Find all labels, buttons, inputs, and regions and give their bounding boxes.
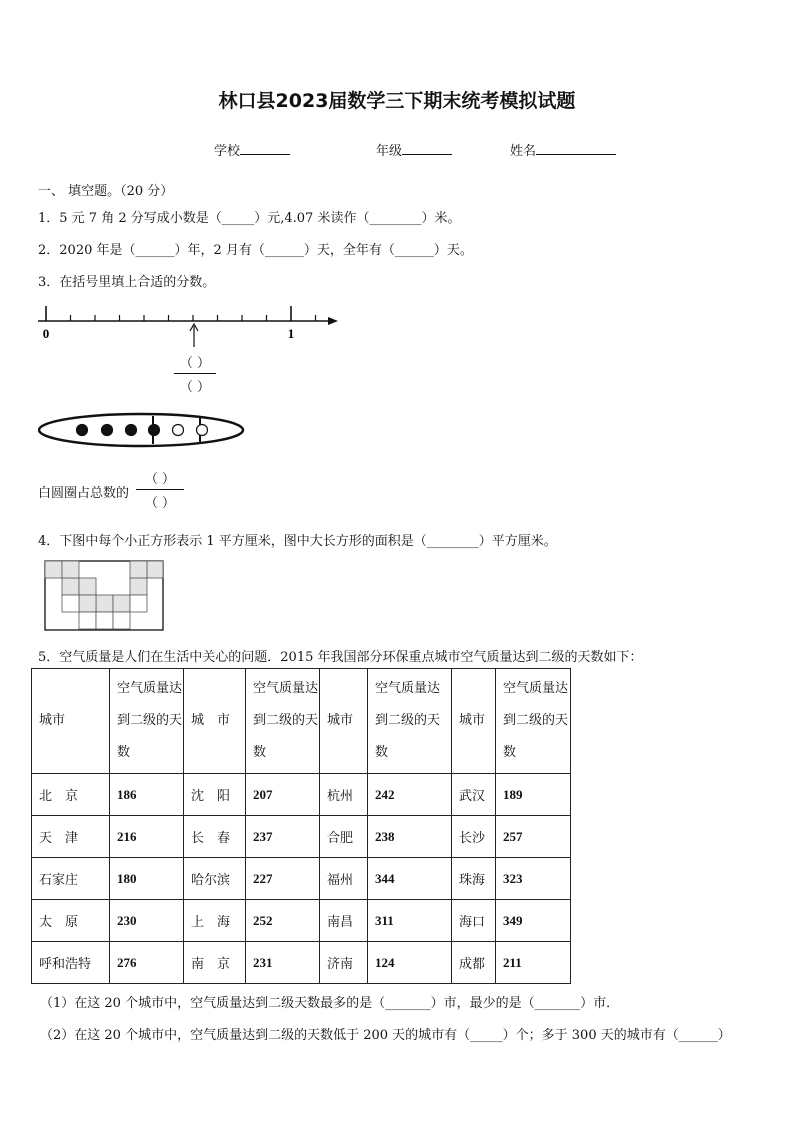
header-cell: 城 市 <box>184 669 246 774</box>
empty-circle <box>197 425 208 436</box>
days-cell: 252 <box>246 900 320 942</box>
number-line-start-label: 0 <box>42 326 50 341</box>
section-heading: 一、 填空题。（20 分） <box>38 184 174 199</box>
question-5: 5．空气质量是人们在生活中关心的问题．2015 年我国部分环保重点城市空气质量达到二级的天数如下： <box>38 650 643 665</box>
table-row <box>32 942 571 984</box>
days-cell: 323 <box>496 858 571 900</box>
table-row <box>32 858 571 900</box>
question-1: 1．5 元 7 角 2 分写成小数是（_____）元,4.07 米读作（________）米。 <box>38 211 461 226</box>
days-cell: 344 <box>368 858 452 900</box>
days-cell: 124 <box>368 942 452 984</box>
name-field[interactable] <box>510 140 616 159</box>
days-cell: 311 <box>368 900 452 942</box>
number-line-ticks <box>46 306 316 321</box>
city-cell: 太 原 <box>32 900 110 942</box>
fraction-top: （ ） <box>144 472 176 487</box>
fraction-blank-numberline[interactable] <box>174 352 216 395</box>
fraction-top: （ ） <box>179 356 211 371</box>
days-cell: 227 <box>246 858 320 900</box>
arrow-head-icon <box>328 317 338 325</box>
header-cell: 空气质量达到二级的天数 <box>496 669 571 774</box>
days-cell: 276 <box>110 942 184 984</box>
page-title: 林口县2023届数学三下期末统考模拟试题 <box>218 90 576 112</box>
fraction-blank-circles[interactable] <box>136 468 184 511</box>
question-2: 2．2020 年是（______）年，2 月有（______）天，全年有（______）天。 <box>38 243 473 258</box>
city-cell: 福州 <box>320 858 368 900</box>
city-cell: 海口 <box>452 900 496 942</box>
name-label: 姓名 <box>510 144 537 159</box>
filled-circle <box>102 425 113 436</box>
filled-circle <box>77 425 88 436</box>
school-label: 学校 <box>214 144 241 159</box>
city-cell: 石家庄 <box>32 858 110 900</box>
city-cell: 天 津 <box>32 816 110 858</box>
header-cell: 空气质量达到二级的天数 <box>246 669 320 774</box>
table-header-row <box>32 669 571 774</box>
up-arrow-icon <box>186 322 202 348</box>
header-cell: 城市 <box>452 669 496 774</box>
city-cell: 成都 <box>452 942 496 984</box>
city-cell: 合肥 <box>320 816 368 858</box>
city-cell: 上 海 <box>184 900 246 942</box>
days-cell: 257 <box>496 816 571 858</box>
days-cell: 230 <box>110 900 184 942</box>
city-cell: 长 春 <box>184 816 246 858</box>
sub-question-2: （2）在这 20 个城市中，空气质量达到二级的天数低于 200 天的城市有（_____）个；多于 300 天的城市有（______） <box>40 1028 731 1043</box>
city-cell: 南昌 <box>320 900 368 942</box>
sub-question-1: （1）在这 20 个城市中，空气质量达到二级天数最多的是（_______）市，最少的是（_______）市． <box>40 996 620 1011</box>
fraction-bottom: （ ） <box>179 380 211 395</box>
grade-field[interactable] <box>376 140 452 159</box>
city-cell: 呼和浩特 <box>32 942 110 984</box>
header-cell: 城市 <box>32 669 110 774</box>
city-cell: 杭州 <box>320 774 368 816</box>
days-cell: 216 <box>110 816 184 858</box>
header-cell: 空气质量达到二级的天数 <box>368 669 452 774</box>
days-cell: 237 <box>246 816 320 858</box>
city-cell: 南 京 <box>184 942 246 984</box>
city-cell: 哈尔滨 <box>184 858 246 900</box>
school-field[interactable] <box>214 140 290 159</box>
circle-group <box>77 425 208 436</box>
city-cell: 沈 阳 <box>184 774 246 816</box>
days-cell: 238 <box>368 816 452 858</box>
city-cell: 长沙 <box>452 816 496 858</box>
number-line-end-label: 1 <box>287 326 295 341</box>
grid-figure <box>44 560 166 632</box>
grade-label: 年级 <box>376 144 403 159</box>
city-cell: 武汉 <box>452 774 496 816</box>
days-cell: 180 <box>110 858 184 900</box>
days-cell: 211 <box>496 942 571 984</box>
table-row <box>32 900 571 942</box>
city-cell: 珠海 <box>452 858 496 900</box>
filled-circle <box>126 425 137 436</box>
header-cell: 城市 <box>320 669 368 774</box>
question-3: 3．在括号里填上合适的分数。 <box>38 275 216 290</box>
fraction-bottom: （ ） <box>144 496 176 511</box>
days-cell: 231 <box>246 942 320 984</box>
days-cell: 186 <box>110 774 184 816</box>
question-4: 4．下图中每个小正方形表示 1 平方厘米，图中大长方形的面积是（________）平方厘米。 <box>38 534 557 549</box>
table-row <box>32 816 571 858</box>
days-cell: 189 <box>496 774 571 816</box>
air-quality-table <box>31 668 571 984</box>
empty-circle <box>173 425 184 436</box>
white-ratio-label: 白圆圈占总数的 <box>38 486 130 501</box>
city-cell: 济南 <box>320 942 368 984</box>
days-cell: 242 <box>368 774 452 816</box>
filled-circle <box>149 425 160 436</box>
days-cell: 207 <box>246 774 320 816</box>
circles-oval <box>38 412 248 448</box>
days-cell: 349 <box>496 900 571 942</box>
table-row <box>32 774 571 816</box>
city-cell: 北 京 <box>32 774 110 816</box>
header-cell: 空气质量达到二级的天数 <box>110 669 184 774</box>
